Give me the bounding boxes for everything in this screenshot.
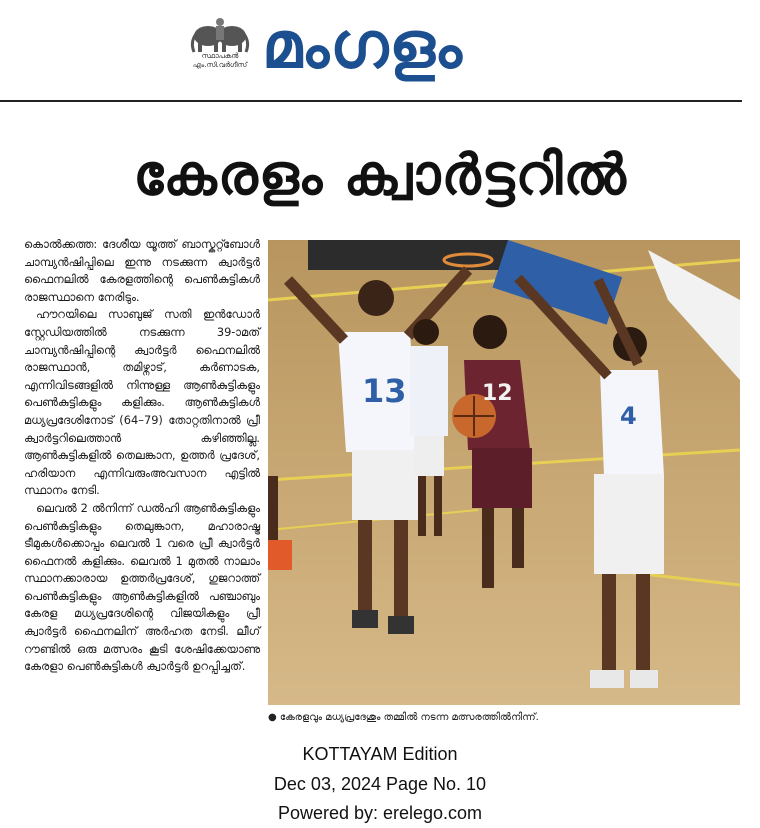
article-paragraph: കൊൽക്കത്ത: ദേശീയ യൂത്ത് ബാസ്കറ്റ്ബോൾ ചാമ്പ്യൻഷിപ്പിലെ ഇന്നു നടക്കുന്ന ക്വാർട്ടർ ഫൈനലിൽ കേരളത്തിന്റെ പെൺകുട്ടികൾ രാജസ്ഥാനെ നേരിടും. [24, 237, 260, 304]
powered-by-link[interactable]: Powered by: erelego.com [277, 803, 483, 823]
masthead-rule [0, 100, 742, 102]
founder-caption: സ്ഥാപകൻ എം.സി.വർഗീസ് [192, 52, 248, 69]
article-body [24, 236, 260, 676]
jersey-number-right: 4 [620, 402, 637, 430]
edition-label: KOTTAYAM Edition [302, 744, 458, 764]
basketball-photo [268, 240, 740, 705]
date-page-label: Dec 03, 2024 Page No. 10 [273, 774, 487, 794]
basketball-scene-illustration [268, 240, 740, 705]
photo-caption: ● കേരളവും മധ്യപ്രദേശും തമ്മിൽ നടന്ന മത്സരത്തിൽനിന്ന്. [268, 712, 539, 723]
jersey-number-left: 13 [362, 372, 407, 410]
masthead [0, 0, 760, 100]
article-paragraph: ലെവൽ 2 ൽനിന്ന് ഡൽഹി ആൺകുട്ടികളും പെൺകുട്ടികളും തെലുങ്കാന, മഹാരാഷ്ട്ര ടീമുകൾക്കൊപ്പം ലെവൽ 1 വരെ പ്രീ ക്വാർട്ടർ ഫൈനൽ കളിക്കും. ലെവൽ 1 മുതൽ നാലാം സ്ഥാനക്കാരായ ഉത്തർപ്രദേശ്, ഗുജറാത്ത് പെൺകുട്ടികളും ആൺകുട്ടികളിൽ പഞ്ചാബും കേരള മധ്യപ്രദേശിന്റെ വിജയികളും പ്രീ ക്വാർട്ടർ ഫൈനലിന് അർഹത നേടി. ലീഗ് റൗണ്ടിൽ ഒരു മത്സരം കൂടി ശേഷിക്കേയാണു കേരളാ പെൺകുട്ടികൾ ക്വാർട്ടർ ഉറപ്പിച്ചത്. [24, 500, 260, 674]
newspaper-logo: മംഗളം [262, 9, 463, 83]
article-paragraph: ഹൗറയിലെ സാബുജ് സതി ഇൻഡോർ സ്റ്റേഡിയത്തിൽ നടക്കുന്ന 39-ാമത് ചാമ്പ്യൻഷിപ്പിന്റെ ക്വാർട്ടർ ഫൈനലിൽ രാജസ്ഥാൻ, തമിഴ്നാട്, കർണാടക, എന്നിവിടങ്ങളിൽ നിന്നുള്ള ആൺകുട്ടികളും പെൺകുട്ടികളും കളിക്കും. ആൺകുട്ടികൾ മധ്യപ്രദേശിനോട് (64–79) തോറ്റതിനാൽ പ്രീ ക്വാർട്ടറിലെത്താൻ കഴിഞ്ഞില്ല. ആൺകുട്ടികളിൽ തെലങ്കാന, ഉത്തർ പ്രദേശ്, ഹരിയാന എന്നിവരുംഅവസാന എട്ടിൽ സ്ഥാനം നേടി. [24, 307, 260, 498]
article-headline: കേരളം ക്വാർട്ടറിൽ [133, 143, 627, 208]
jersey-number-center: 12 [482, 381, 513, 406]
